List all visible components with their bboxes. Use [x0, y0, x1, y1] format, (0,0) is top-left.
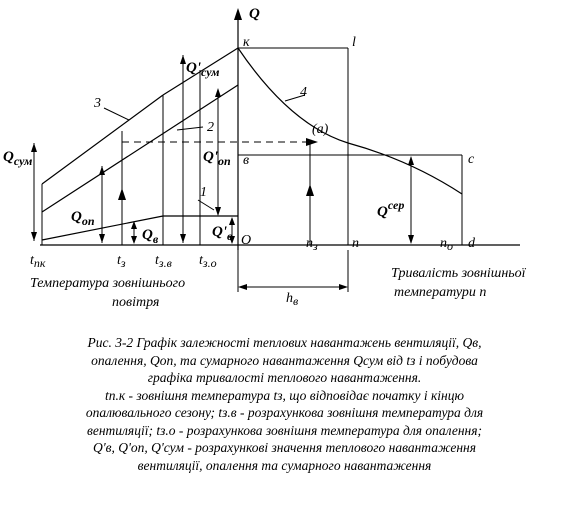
point-b-label: в	[243, 153, 250, 168]
q-avg-main: Q	[377, 204, 388, 220]
tick-t-pk	[30, 253, 46, 270]
h-label	[286, 291, 298, 308]
q-avg-sup: сер	[387, 198, 405, 212]
right-axis-title-1: Тривалість зовнішньої	[391, 266, 526, 281]
q-op-prime-arrow-bottom	[215, 207, 221, 216]
point-a-label: (a)	[312, 122, 329, 137]
curve-3-label: 3	[94, 96, 101, 111]
q-op-label	[71, 209, 95, 228]
tick-t-zo	[199, 253, 217, 270]
point-c-label: с	[468, 152, 475, 167]
q-op-dim-arrow-bottom	[99, 234, 105, 243]
tick-t-zv	[155, 253, 172, 270]
q-v-dim-arrow-bottom	[131, 236, 137, 244]
q-axis-label: Q	[249, 6, 260, 22]
q-sum-sub: сум	[13, 154, 33, 168]
caption-line-8: вентиляції, опалення та сумарного навантаження	[137, 457, 432, 473]
point-o-label: O	[241, 233, 252, 248]
tick-n-o-main: n	[440, 236, 447, 251]
tick-t-z-main: t	[117, 253, 121, 268]
tick-n-z-main: n	[306, 236, 313, 251]
right-axis-title-2: температури n	[394, 285, 487, 300]
caption-line-5: опалювального сезону; tз.в - розрахункова зовнішня температура для	[85, 405, 484, 420]
t-z-arrow	[118, 188, 126, 200]
q-v-prime-arrow-top	[229, 217, 235, 225]
q-op-dim-arrow-top	[99, 166, 105, 175]
caption-line-7: Q'в, Q'оп, Q'сум - розрахункові значення теплового навантаження	[93, 440, 476, 455]
curve-4-label: 4	[300, 85, 307, 100]
left-axis-title-2: повітря	[112, 295, 160, 310]
q-op-prime-sub: оп	[218, 154, 231, 168]
q-avg-arrow-top	[408, 156, 414, 165]
tick-t-z	[117, 253, 126, 270]
tick-t-zo-main: t	[199, 253, 203, 268]
h-label-main: h	[286, 291, 293, 306]
q-op-prime-main: Q'	[203, 149, 218, 165]
q-v-prime-sub: в	[227, 229, 233, 243]
h-label-sub: в	[293, 294, 299, 308]
tick-n: n	[352, 236, 359, 251]
q-sum-dim-arrow-top	[31, 143, 37, 152]
q-avg-label	[377, 198, 404, 220]
point-d-label: d	[468, 236, 475, 251]
q-v-prime-label	[212, 224, 233, 243]
h-dim-arrow-right	[339, 284, 348, 290]
q-sum-prime-sub: сум	[201, 65, 220, 79]
caption-line-3: графіка тривалості теплового навантаження.	[147, 370, 422, 385]
tick-t-z-sub: з	[120, 256, 126, 270]
left-axis-title-1: Температура зовнішнього	[30, 276, 186, 291]
caption-line-4: tп.к - зовнішня температура tз, що відповідає початку і кінцю	[104, 387, 465, 403]
tick-t-pk-sub: пк	[33, 256, 46, 270]
q-v-main: Q	[142, 227, 153, 243]
curve-2-label: 2	[207, 120, 214, 135]
leader-3	[104, 108, 129, 120]
tick-t-zo-sub: з.о	[202, 256, 217, 270]
caption-line-6: вентиляції; tз.о - розрахункова зовнішня температура для опалення;	[87, 422, 482, 438]
q-op-sub: оп	[81, 214, 95, 228]
leader-2	[177, 127, 203, 130]
q-op-main: Q	[71, 209, 82, 225]
h-dim-arrow-left	[238, 284, 247, 290]
n-z-arrow	[306, 184, 314, 196]
tick-t-zv-main: t	[155, 253, 159, 268]
q-op-prime-label	[203, 149, 231, 168]
caption-line-1: Рис. 3-2 Графік залежності теплових навантажень вентиляції, Qв,	[87, 335, 482, 350]
figure-caption	[10, 334, 559, 474]
q-op-prime-arrow-top	[215, 88, 221, 97]
point-l-label: l	[352, 35, 356, 50]
caption-line-2: опалення, Qоп, та сумарного навантаження Qсум від tз і побудова	[91, 352, 478, 368]
tick-n-o-sub: о	[447, 239, 453, 253]
q-sum-prime-main: Q'	[186, 60, 201, 76]
q-v-sub: в	[152, 232, 159, 246]
q-axis-arrow	[234, 8, 242, 20]
tick-t-zv-sub: з.в	[158, 256, 172, 270]
q-sum-prime-arrow-bottom	[180, 234, 186, 243]
q-sum-dim-arrow-bottom	[31, 232, 37, 241]
tick-t-pk-main: t	[30, 253, 34, 268]
q-sum-label	[3, 149, 32, 168]
point-k-label: к	[243, 35, 250, 50]
q-v-prime-main: Q'	[212, 224, 227, 240]
q-v-label	[142, 227, 159, 246]
tick-n-o	[440, 236, 453, 253]
q-sum-main: Q	[3, 149, 14, 165]
curve-4-duration	[238, 48, 462, 194]
tick-n-z	[306, 236, 318, 253]
tick-n-z-sub: з	[313, 239, 318, 253]
curve-1-label: 1	[200, 185, 207, 200]
q-avg-arrow-bottom	[408, 235, 414, 244]
